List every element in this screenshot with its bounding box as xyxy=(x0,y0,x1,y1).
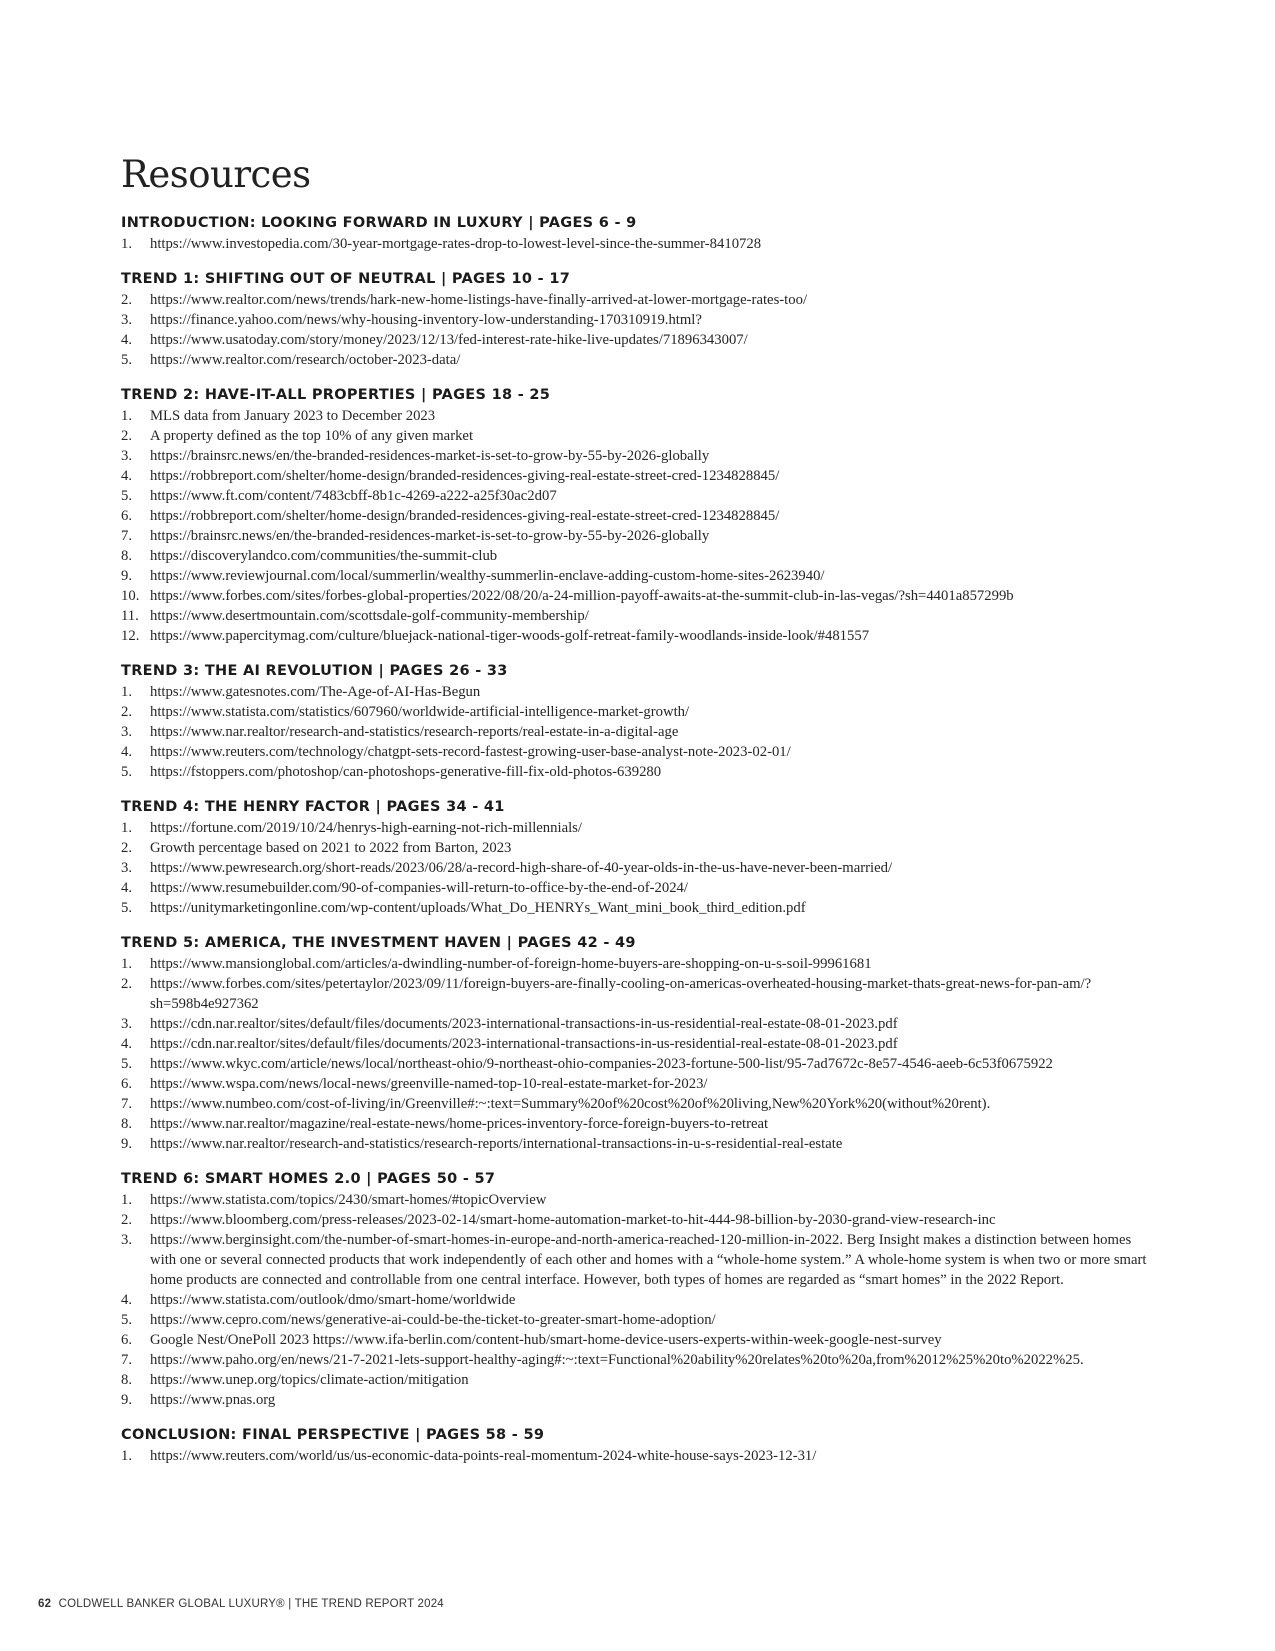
reference-item xyxy=(121,682,1151,702)
reference-text: https://unitymarketingonline.com/wp-content/uploads/What_Do_HENRYs_Want_mini_book_third_edition.pdf xyxy=(150,900,806,916)
reference-number: 3. xyxy=(121,312,133,328)
reference-number: 7. xyxy=(121,1096,133,1112)
reference-list xyxy=(121,406,1151,646)
reference-text: https://www.ft.com/content/7483cbff-8b1c-4269-a222-a25f30ac2d07 xyxy=(150,488,557,504)
reference-item xyxy=(121,1230,1151,1290)
reference-number: 2. xyxy=(121,976,133,992)
reference-list xyxy=(121,1446,1151,1466)
reference-text: https://www.berginsight.com/the-number-of-smart-homes-in-europe-and-north-america-reached-120-million-in-2022. Berg Insight makes a distinction between homes with one or several connected products that work independently of each other and homes with a “whole-home system.” A whole-home system is when two or more smart home products are connected and controllable from one central interface. However, both types of homes are regarded as “smart homes” in the 2022 Report. xyxy=(150,1232,1147,1288)
reference-number: 7. xyxy=(121,528,133,544)
footer-text: COLDWELL BANKER GLOBAL LUXURY® | THE TREND REPORT 2024 xyxy=(58,1598,444,1610)
reference-number: 11. xyxy=(121,608,139,624)
section-heading: TREND 3: THE AI REVOLUTION | PAGES 26 - 33 xyxy=(121,663,508,679)
reference-number: 9. xyxy=(121,568,133,584)
reference-item xyxy=(121,974,1151,1014)
section-heading: TREND 5: AMERICA, THE INVESTMENT HAVEN | PAGES 42 - 49 xyxy=(121,935,636,951)
reference-number: 4. xyxy=(121,744,133,760)
reference-item xyxy=(121,466,1151,486)
reference-text: https://www.nar.realtor/magazine/real-estate-news/home-prices-inventory-force-foreign-buyers-to-retreat xyxy=(150,1116,769,1132)
reference-number: 5. xyxy=(121,1056,133,1072)
reference-item xyxy=(121,818,1151,838)
resources-content xyxy=(121,212,1151,1480)
resource-section xyxy=(121,932,1151,1154)
reference-text: https://www.realtor.com/news/trends/hark-new-home-listings-have-finally-arrived-at-lower-mortgage-rates-too/ xyxy=(150,292,808,308)
reference-number: 9. xyxy=(121,1136,133,1152)
reference-list xyxy=(121,1190,1151,1410)
page-number: 62 xyxy=(38,1598,52,1610)
reference-text: https://www.wkyc.com/article/news/local/northeast-ohio/9-northeast-ohio-companies-2023-fortune-500-list/95-7ad7672c-8e57-4546-aeeb-6c53f0675922 xyxy=(150,1056,1053,1072)
reference-item xyxy=(121,506,1151,526)
reference-text: https://fstoppers.com/photoshop/can-photoshops-generative-fill-fix-old-photos-639280 xyxy=(150,764,662,780)
page-title: Resources xyxy=(121,153,311,196)
reference-item xyxy=(121,954,1151,974)
reference-list xyxy=(121,818,1151,918)
reference-item xyxy=(121,586,1151,606)
reference-item xyxy=(121,406,1151,426)
reference-text: https://robbreport.com/shelter/home-design/branded-residences-giving-real-estate-street-cred-1234828845/ xyxy=(150,468,780,484)
reference-text: https://www.statista.com/statistics/607960/worldwide-artificial-intelligence-market-growth/ xyxy=(150,704,690,720)
reference-text: https://finance.yahoo.com/news/why-housing-inventory-low-understanding-170310919.html? xyxy=(150,312,702,328)
reference-number: 2. xyxy=(121,1212,133,1228)
reference-item xyxy=(121,1330,1151,1350)
reference-text: https://cdn.nar.realtor/sites/default/files/documents/2023-international-transactions-in-us-residential-real-estate-08-01-2023.pdf xyxy=(150,1016,898,1032)
reference-text: https://www.reuters.com/technology/chatgpt-sets-record-fastest-growing-user-base-analyst-note-2023-02-01/ xyxy=(150,744,791,760)
reference-number: 8. xyxy=(121,548,133,564)
reference-text: https://www.statista.com/outlook/dmo/smart-home/worldwide xyxy=(150,1292,516,1308)
reference-item xyxy=(121,762,1151,782)
reference-item xyxy=(121,486,1151,506)
reference-text: https://cdn.nar.realtor/sites/default/files/documents/2023-international-transactions-in-us-residential-real-estate-08-01-2023.pdf xyxy=(150,1036,898,1052)
reference-text: https://www.cepro.com/news/generative-ai-could-be-the-ticket-to-greater-smart-home-adoption/ xyxy=(150,1312,716,1328)
reference-text: https://www.mansionglobal.com/articles/a-dwindling-number-of-foreign-home-buyers-are-shopping-on-u-s-soil-99961681 xyxy=(150,956,872,972)
resource-section xyxy=(121,796,1151,918)
reference-number: 2. xyxy=(121,428,133,444)
reference-text: Google Nest/OnePoll 2023 https://www.ifa-berlin.com/content-hub/smart-home-device-users-experts-within-week-google-nest-survey xyxy=(150,1332,942,1348)
reference-text: https://www.bloomberg.com/press-releases/2023-02-14/smart-home-automation-market-to-hit-444-98-billion-by-2030-grand-view-research-inc xyxy=(150,1212,996,1228)
reference-text: https://www.nar.realtor/research-and-statistics/research-reports/international-transactions-in-u-s-residential-real-estate xyxy=(150,1136,843,1152)
reference-text: https://www.reviewjournal.com/local/summerlin/wealthy-summerlin-enclave-adding-custom-home-sites-2623940/ xyxy=(150,568,825,584)
reference-number: 5. xyxy=(121,900,133,916)
resource-section xyxy=(121,1424,1151,1466)
reference-item xyxy=(121,1190,1151,1210)
reference-item xyxy=(121,426,1151,446)
reference-text: https://discoverylandco.com/communities/the-summit-club xyxy=(150,548,498,564)
reference-item xyxy=(121,838,1151,858)
reference-number: 6. xyxy=(121,508,133,524)
reference-number: 3. xyxy=(121,448,133,464)
reference-number: 9. xyxy=(121,1392,133,1408)
resource-section xyxy=(121,212,1151,254)
reference-item xyxy=(121,898,1151,918)
reference-number: 1. xyxy=(121,408,133,424)
reference-number: 5. xyxy=(121,352,133,368)
reference-text: https://www.forbes.com/sites/forbes-global-properties/2022/08/20/a-24-million-payoff-awaits-at-the-summit-club-in-las-vegas/?sh=4401a857299b xyxy=(150,588,1014,604)
reference-text: https://www.unep.org/topics/climate-action/mitigation xyxy=(150,1372,469,1388)
reference-list xyxy=(121,234,1151,254)
reference-item xyxy=(121,330,1151,350)
reference-text: https://www.statista.com/topics/2430/smart-homes/#topicOverview xyxy=(150,1192,547,1208)
reference-item xyxy=(121,1034,1151,1054)
reference-item xyxy=(121,1054,1151,1074)
reference-item xyxy=(121,1390,1151,1410)
reference-text: https://robbreport.com/shelter/home-design/branded-residences-giving-real-estate-street-cred-1234828845/ xyxy=(150,508,780,524)
reference-text: https://www.pewresearch.org/short-reads/2023/06/28/a-record-high-share-of-40-year-olds-in-the-us-have-never-been-married/ xyxy=(150,860,893,876)
reference-text: https://brainsrc.news/en/the-branded-residences-market-is-set-to-grow-by-55-by-2026-globally xyxy=(150,448,710,464)
reference-item xyxy=(121,1290,1151,1310)
reference-text: https://www.desertmountain.com/scottsdale-golf-community-membership/ xyxy=(150,608,589,624)
reference-number: 3. xyxy=(121,860,133,876)
section-heading: TREND 1: SHIFTING OUT OF NEUTRAL | PAGES 10 - 17 xyxy=(121,271,571,287)
reference-list xyxy=(121,290,1151,370)
reference-text: https://www.realtor.com/research/october-2023-data/ xyxy=(150,352,461,368)
reference-item xyxy=(121,606,1151,626)
reference-number: 3. xyxy=(121,724,133,740)
reference-number: 5. xyxy=(121,488,133,504)
reference-item xyxy=(121,526,1151,546)
reference-item xyxy=(121,626,1151,646)
section-heading: CONCLUSION: FINAL PERSPECTIVE | PAGES 58 - 59 xyxy=(121,1427,545,1443)
reference-text: https://www.gatesnotes.com/The-Age-of-AI-Has-Begun xyxy=(150,684,481,700)
reference-number: 1. xyxy=(121,684,133,700)
page-footer xyxy=(38,1598,444,1610)
reference-number: 5. xyxy=(121,1312,133,1328)
reference-number: 6. xyxy=(121,1332,133,1348)
reference-number: 4. xyxy=(121,1292,133,1308)
reference-number: 4. xyxy=(121,1036,133,1052)
resource-section xyxy=(121,660,1151,782)
reference-list xyxy=(121,954,1151,1154)
reference-number: 6. xyxy=(121,1076,133,1092)
reference-text: https://www.resumebuilder.com/90-of-companies-will-return-to-office-by-the-end-of-2024/ xyxy=(150,880,688,896)
reference-text: https://fortune.com/2019/10/24/henrys-high-earning-not-rich-millennials/ xyxy=(150,820,582,836)
section-heading: TREND 2: HAVE-IT-ALL PROPERTIES | PAGES 18 - 25 xyxy=(121,387,551,403)
reference-item xyxy=(121,350,1151,370)
reference-number: 2. xyxy=(121,704,133,720)
reference-list xyxy=(121,682,1151,782)
reference-number: 3. xyxy=(121,1232,133,1248)
reference-item xyxy=(121,702,1151,722)
reference-number: 8. xyxy=(121,1372,133,1388)
reference-number: 4. xyxy=(121,468,133,484)
reference-item xyxy=(121,1210,1151,1230)
reference-item xyxy=(121,1446,1151,1466)
reference-item xyxy=(121,310,1151,330)
reference-number: 4. xyxy=(121,880,133,896)
reference-number: 10. xyxy=(121,588,140,604)
reference-number: 1. xyxy=(121,1448,133,1464)
reference-text: https://www.numbeo.com/cost-of-living/in/Greenville#:~:text=Summary%20of%20cost%20of%20living,New%20York%20(without%20rent). xyxy=(150,1096,991,1112)
reference-number: 4. xyxy=(121,332,133,348)
reference-item xyxy=(121,234,1151,254)
section-heading: TREND 4: THE HENRY FACTOR | PAGES 34 - 41 xyxy=(121,799,505,815)
resource-section xyxy=(121,384,1151,646)
reference-number: 5. xyxy=(121,764,133,780)
reference-item xyxy=(121,722,1151,742)
reference-text: Growth percentage based on 2021 to 2022 from Barton, 2023 xyxy=(150,840,512,856)
resource-section xyxy=(121,1168,1151,1410)
reference-number: 7. xyxy=(121,1352,133,1368)
reference-text: https://www.papercitymag.com/culture/bluejack-national-tiger-woods-golf-retreat-family-woodlands-inside-look/#481557 xyxy=(150,628,870,644)
reference-number: 1. xyxy=(121,820,133,836)
reference-text: https://www.usatoday.com/story/money/2023/12/13/fed-interest-rate-hike-live-updates/71896343007/ xyxy=(150,332,748,348)
reference-number: 3. xyxy=(121,1016,133,1032)
reference-item xyxy=(121,1114,1151,1134)
reference-text: https://www.forbes.com/sites/petertaylor/2023/09/11/foreign-buyers-are-finally-cooling-on-americas-overheated-housing-market-thats-great-news-for-pan-am/?sh=598b4e927362 xyxy=(150,976,1092,1012)
reference-text: https://www.paho.org/en/news/21-7-2021-lets-support-healthy-aging#:~:text=Functional%20ability%20relates%20to%20a,from%2012%25%20to%2022%25. xyxy=(150,1352,1084,1368)
reference-text: MLS data from January 2023 to December 2023 xyxy=(150,408,436,424)
reference-number: 12. xyxy=(121,628,140,644)
reference-number: 8. xyxy=(121,1116,133,1132)
resource-section xyxy=(121,268,1151,370)
reference-item xyxy=(121,1134,1151,1154)
reference-item xyxy=(121,1074,1151,1094)
reference-item xyxy=(121,446,1151,466)
reference-item xyxy=(121,290,1151,310)
reference-item xyxy=(121,546,1151,566)
reference-text: https://www.reuters.com/world/us/us-economic-data-points-real-momentum-2024-white-house-says-2023-12-31/ xyxy=(150,1448,817,1464)
reference-item xyxy=(121,1014,1151,1034)
reference-text: https://brainsrc.news/en/the-branded-residences-market-is-set-to-grow-by-55-by-2026-globally xyxy=(150,528,710,544)
reference-number: 2. xyxy=(121,292,133,308)
reference-number: 1. xyxy=(121,236,133,252)
reference-text: https://www.investopedia.com/30-year-mortgage-rates-drop-to-lowest-level-since-the-summer-8410728 xyxy=(150,236,762,252)
reference-text: A property defined as the top 10% of any given market xyxy=(150,428,474,444)
reference-text: https://www.wspa.com/news/local-news/greenville-named-top-10-real-estate-market-for-2023/ xyxy=(150,1076,708,1092)
reference-text: https://www.nar.realtor/research-and-statistics/research-reports/real-estate-in-a-digital-age xyxy=(150,724,679,740)
reference-item xyxy=(121,566,1151,586)
reference-item xyxy=(121,878,1151,898)
reference-item xyxy=(121,1310,1151,1330)
reference-item xyxy=(121,858,1151,878)
reference-item xyxy=(121,1370,1151,1390)
reference-item xyxy=(121,1094,1151,1114)
reference-item xyxy=(121,1350,1151,1370)
reference-text: https://www.pnas.org xyxy=(150,1392,276,1408)
reference-item xyxy=(121,742,1151,762)
reference-number: 1. xyxy=(121,956,133,972)
section-heading: TREND 6: SMART HOMES 2.0 | PAGES 50 - 57 xyxy=(121,1171,496,1187)
reference-number: 1. xyxy=(121,1192,133,1208)
section-heading: INTRODUCTION: LOOKING FORWARD IN LUXURY | PAGES 6 - 9 xyxy=(121,215,637,231)
reference-number: 2. xyxy=(121,840,133,856)
